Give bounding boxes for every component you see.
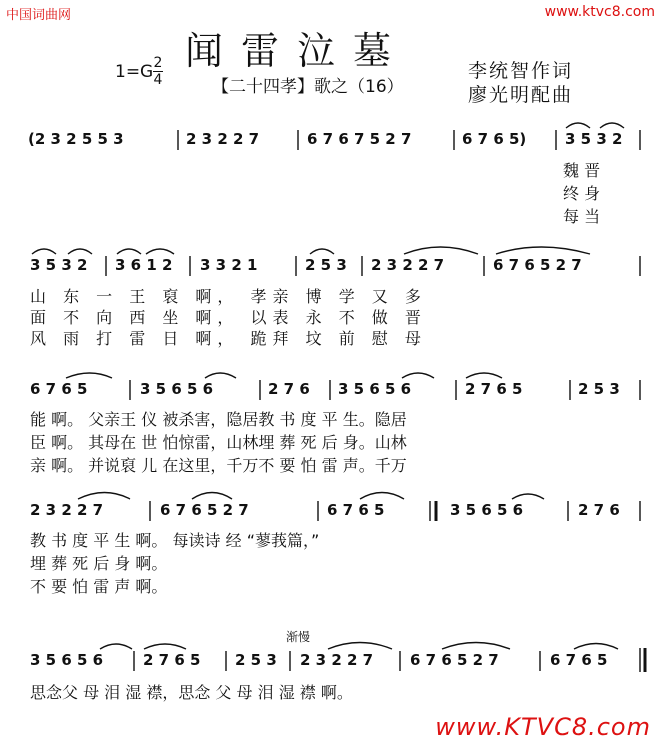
composer-credit: 廖光明配曲 — [468, 84, 574, 106]
lyrics-row-2-l2: 面 不 向 西 坐 啊， 以表 永 不 做 晋 — [30, 308, 427, 327]
lyrics-row-3-l2: 臣 啊。 其母在 世 怕惊雷，山林埋 葬 死 后 身。山林 — [30, 433, 407, 452]
notation-row-1-m1: (2 3 2 5 5 3 — [28, 130, 124, 148]
notation-row-2-m2: 3 6 1 2 — [115, 256, 173, 274]
lyrics-row-3-l3: 亲 啊。 并说裒 儿 在这里，千万不 要 怕 雷 声。千万 — [30, 456, 407, 475]
notation-row-2-m4: 2 5 3 — [305, 256, 347, 274]
notation-row-5-m6: 6 7 6 5 — [550, 651, 608, 669]
meter-top: 2 — [153, 55, 163, 71]
notation-row-1-m5: 3 5 3 2 — [565, 130, 623, 148]
lyrics-row-2-l1: 山 东 一 王 裒 啊， 孝亲 博 学 又 多 — [30, 287, 427, 306]
notation-row-2-m5: 2 3 2 2 7 — [371, 256, 445, 274]
notation-row-2-m6: 6 7 6 5 2 7 — [493, 256, 582, 274]
notation-row-1-m3: 6 7 6 7 5 2 7 — [307, 130, 412, 148]
notation-row-4-m4: 3 5 6 5 6 — [450, 501, 524, 519]
lyrics-row-1-l1: 魏 晋 — [563, 161, 601, 180]
notation-row-3-m5: 2 7 6 5 — [465, 380, 523, 398]
notation-row-4-m3: 6 7 6 5 — [327, 501, 385, 519]
bottom-watermark: www.KTVC8.com — [435, 713, 651, 741]
notation-row-2-m1: 3 5 3 2 — [30, 256, 88, 274]
notation-row-3-m3: 2 7 6 — [268, 380, 310, 398]
notation-row-3-m4: 3 5 6 5 6 — [338, 380, 412, 398]
notation-row-5-m3: 2 5 3 — [235, 651, 277, 669]
subtitle: 【二十四孝】歌之（16） — [212, 77, 404, 97]
notation-row-5-m5: 6 7 6 5 2 7 — [410, 651, 499, 669]
notation-row-3-m2: 3 5 6 5 6 — [140, 380, 214, 398]
notation-row-4-m5: 2 7 6 — [578, 501, 620, 519]
site-watermark-top-left: 中国词曲网 — [6, 8, 72, 23]
lyrics-row-4-l2: 埋 葬 死 后 身 啊。 — [30, 554, 168, 573]
notation-row-1-m4: 6 7 6 5) — [462, 130, 527, 148]
notation-row-3-m1: 6 7 6 5 — [30, 380, 88, 398]
notation-row-2-m3: 3 3 2 1 — [200, 256, 258, 274]
lyrics-row-3-l1: 能 啊。 父亲王 仪 被杀害，隐居教 书 度 平 生。隐居 — [30, 410, 407, 429]
lyrics-row-5-l1: 思念父 母 泪 湿 襟，思念 父 母 泪 湿 襟 啊。 — [30, 683, 353, 702]
lyrics-row-4-l1: 教 书 度 平 生 啊。 每读诗 经 “蓼莪篇，” — [30, 531, 320, 550]
notation-row-5-m1: 3 5 6 5 6 — [30, 651, 104, 669]
lyrics-row-1-l3: 每 当 — [563, 207, 601, 226]
notation-row-5-m4: 2 3 2 2 7 — [300, 651, 374, 669]
lyricist-credit: 李统智作词 — [468, 60, 574, 82]
notation-row-4-m2: 6 7 6 5 2 7 — [160, 501, 249, 519]
notation-row-4-m1: 2 3 2 2 7 — [30, 501, 104, 519]
meter-bottom: 4 — [153, 72, 163, 88]
lyrics-row-1-l2: 终 身 — [563, 184, 601, 203]
key-signature: 1=G — [115, 62, 154, 82]
notation-row-5-m2: 2 7 6 5 — [143, 651, 201, 669]
site-watermark-top-right: www.ktvc8.com — [544, 4, 655, 20]
notation-row-3-m6: 2 5 3 — [578, 380, 620, 398]
lyrics-row-4-l3: 不 要 怕 雷 声 啊。 — [30, 577, 168, 596]
tempo-mark: 渐慢 — [286, 630, 311, 644]
song-title: 闻雷泣墓 — [185, 29, 410, 73]
lyrics-row-2-l3: 风 雨 打 雷 日 啊， 跪拜 坟 前 慰 母 — [30, 329, 427, 348]
notation-row-1-m2: 2 3 2 2 7 — [186, 130, 260, 148]
